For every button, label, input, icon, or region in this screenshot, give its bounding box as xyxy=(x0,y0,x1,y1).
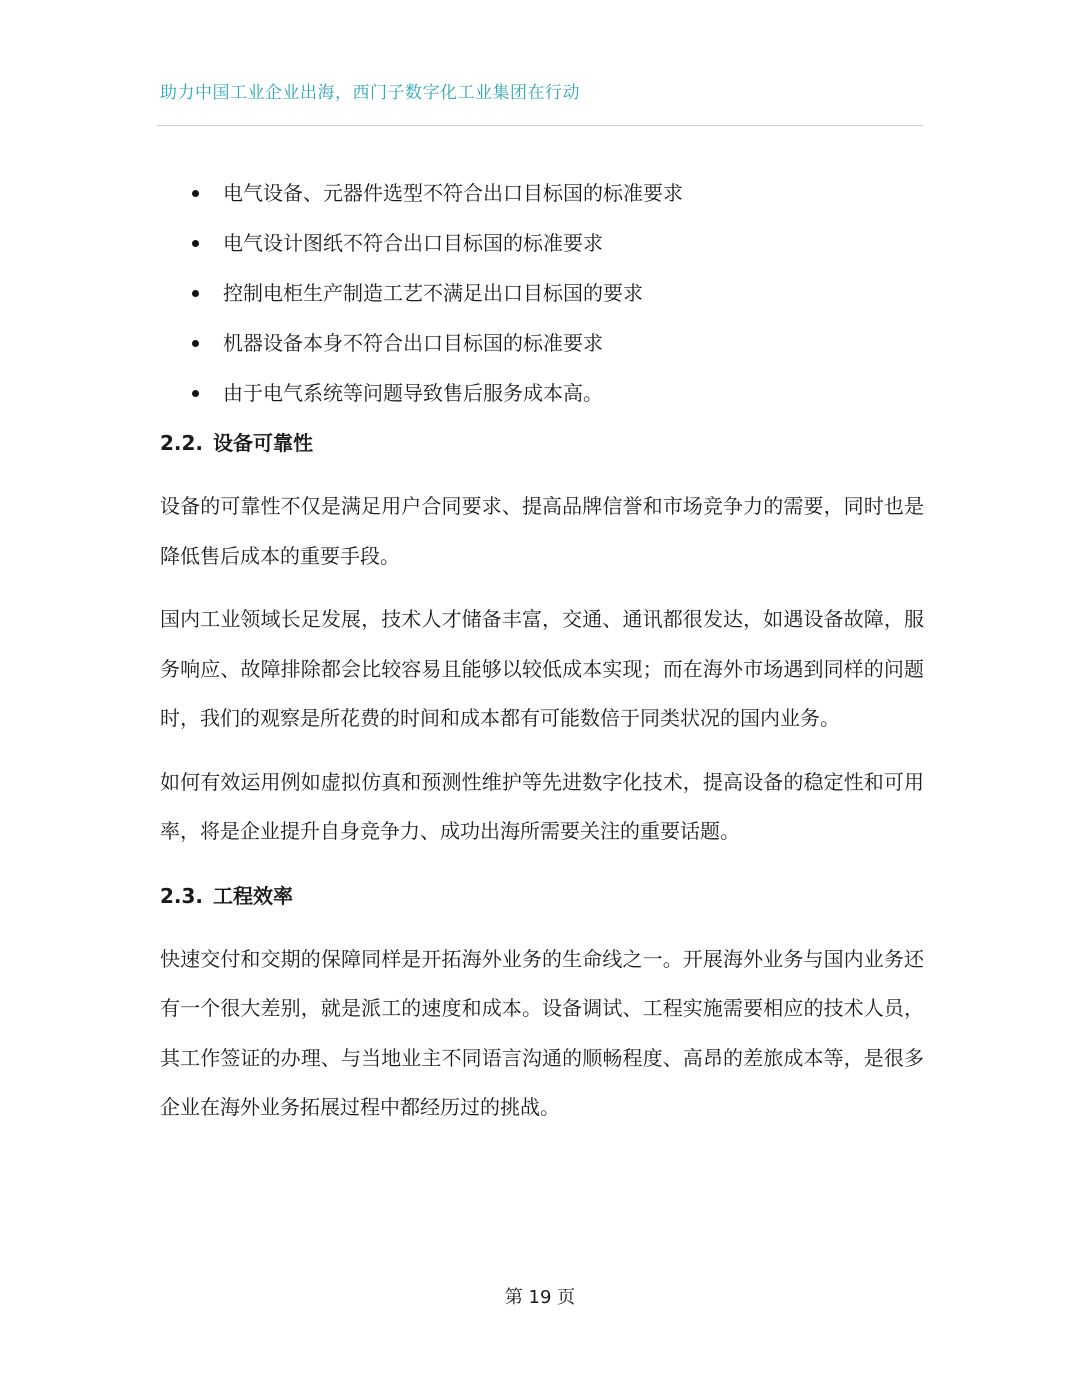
list-item-text: 控制电柜生产制造工艺不满足出口目标国的要求 xyxy=(223,281,643,305)
list-item-text: 电气设计图纸不符合出口目标国的标准要求 xyxy=(223,231,603,255)
section-number: 2.2. xyxy=(160,431,204,455)
paragraph: 设备的可靠性不仅是满足用户合同要求、提高品牌信誉和市场竞争力的需要，同时也是降低售后成本的重要手段。 xyxy=(160,494,924,568)
page-number: 第 19 页 xyxy=(504,1287,576,1308)
list-item-text: 电气设备、元器件选型不符合出口目标国的标准要求 xyxy=(223,181,683,205)
bullet-dot-icon xyxy=(192,240,199,247)
list-item xyxy=(160,368,924,418)
bullet-dot-icon xyxy=(192,340,199,347)
header-divider xyxy=(157,125,923,126)
list-item xyxy=(160,168,924,218)
list-item-text: 由于电气系统等问题导致售后服务成本高。 xyxy=(223,381,603,405)
section-title: 设备可靠性 xyxy=(213,431,314,455)
paragraph: 国内工业领域长足发展，技术人才储备丰富，交通、通讯都很发达，如遇设备故障，服务响应、故障排除都会比较容易且能够以较低成本实现；而在海外市场遇到同样的问题时，我们的观察是所花费的时间和成本都有可能数倍于同类状况的国内业务。 xyxy=(160,607,924,730)
list-item-text: 机器设备本身不符合出口目标国的标准要求 xyxy=(223,331,603,355)
running-header: 助力中国工业企业出海，西门子数字化工业集团在行动 xyxy=(160,83,580,103)
requirement-bullet-list xyxy=(160,168,924,418)
list-item xyxy=(160,218,924,268)
section-title: 工程效率 xyxy=(213,883,294,908)
list-item xyxy=(160,318,924,368)
paragraph: 快速交付和交期的保障同样是开拓海外业务的生命线之一。开展海外业务与国内业务还有一个很大差别，就是派工的速度和成本。设备调试、工程实施需要相应的技术人员，其工作签证的办理、与当地业主不同语言沟通的顺畅程度、高昂的差旅成本等，是很多企业在海外业务拓展过程中都经历过的挑战。 xyxy=(160,946,924,1119)
list-item xyxy=(160,268,924,318)
bullet-dot-icon xyxy=(192,290,199,297)
section-number: 2.3. xyxy=(160,883,204,908)
section-heading-2-2 xyxy=(160,418,924,468)
bullet-dot-icon xyxy=(192,390,199,397)
section-heading-2-3 xyxy=(160,871,924,921)
bullet-dot-icon xyxy=(192,190,199,197)
page-body xyxy=(160,168,924,1133)
paragraph: 如何有效运用例如虚拟仿真和预测性维护等先进数字化技术，提高设备的稳定性和可用率，将是企业提升自身竞争力、成功出海所需要关注的重要话题。 xyxy=(160,769,924,843)
